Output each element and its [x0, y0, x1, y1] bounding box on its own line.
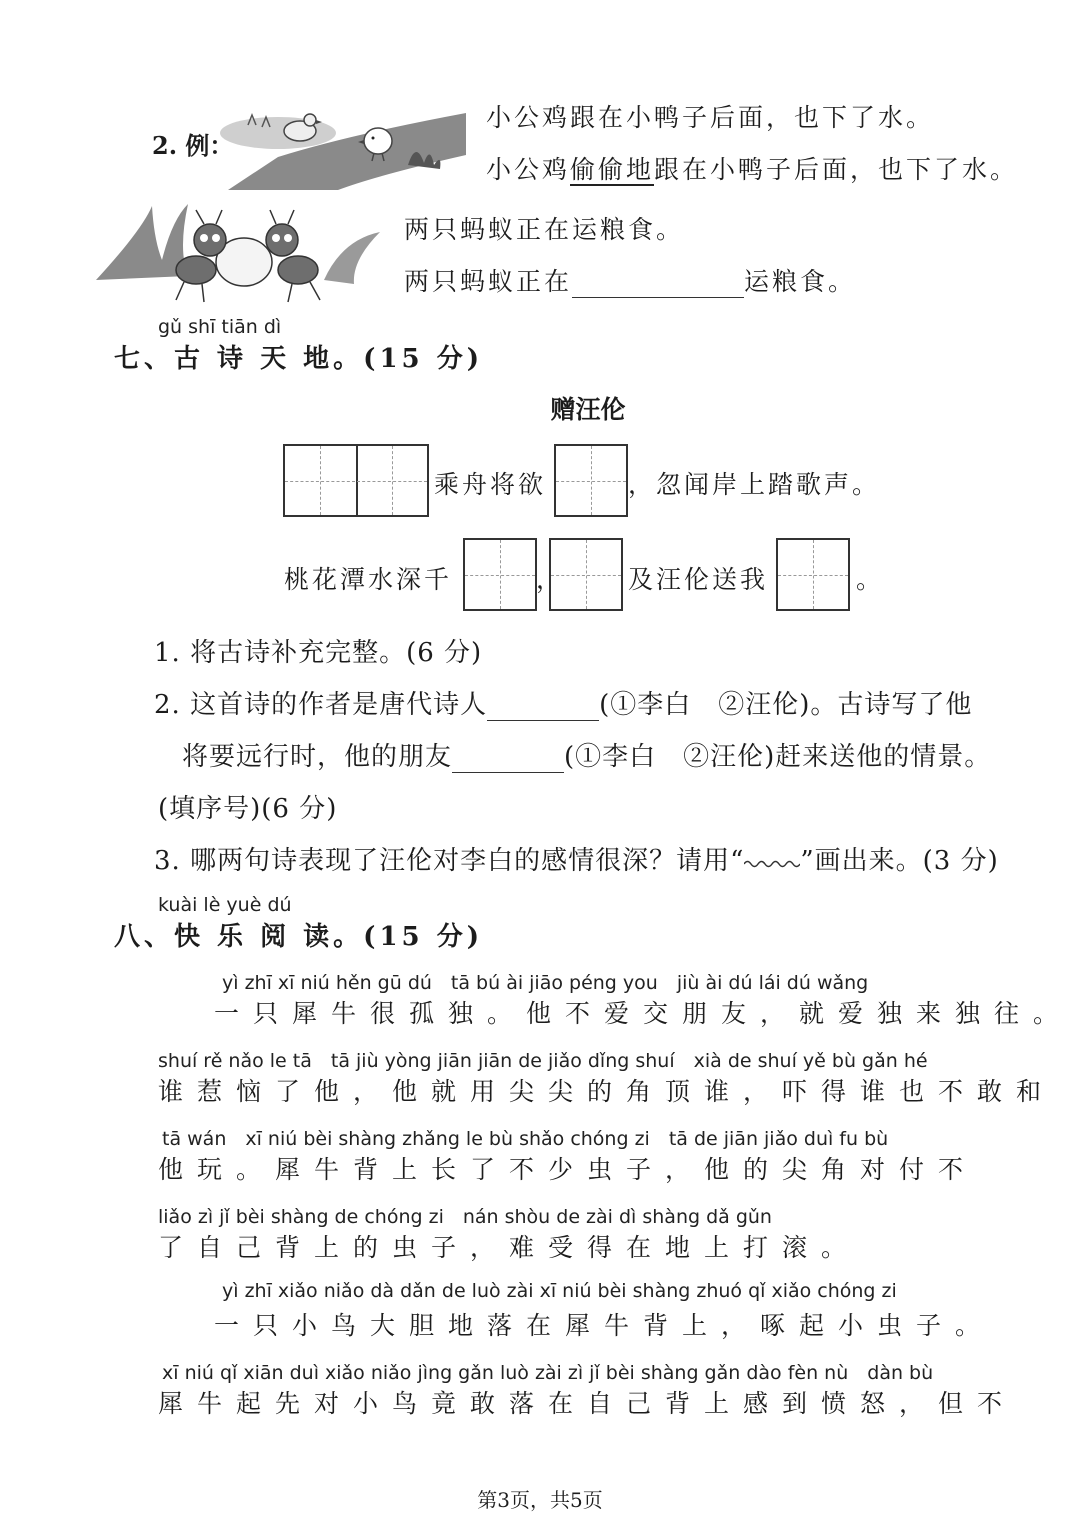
ant-fill-sentence: [404, 262, 856, 298]
example-expanded-after: 跟在小鸭子后面，也下了水。: [654, 155, 1019, 184]
section8-pinyin: kuài lè yuè dú: [158, 894, 292, 916]
section8-heading: 八、快 乐 阅 读。(15 分): [114, 922, 483, 952]
poem-grid-line2-b[interactable]: [549, 538, 623, 611]
q3-text-b: ”画出来。(3 分): [800, 846, 999, 876]
grid-cell[interactable]: [778, 540, 848, 609]
ant-sentence: 两只蚂蚁正在运粮食。: [404, 215, 685, 244]
poem-grid-line1-b[interactable]: [554, 444, 628, 517]
question-3: [154, 840, 999, 877]
question-2-line2: [182, 736, 991, 773]
poem-line2-start: 桃花潭水深千: [284, 565, 453, 594]
poem-line1-end: ，忽闻岸上踏歌声。: [628, 470, 881, 499]
poem-line2-comma: ，: [536, 565, 565, 594]
grid-cell[interactable]: [465, 540, 535, 609]
duck-chick-illustration: [218, 95, 468, 195]
poem-line2-mid: 及汪伦送我: [628, 565, 769, 594]
q3-text-a: 3. 哪两句诗表现了汪伦对李白的感情很深？请用“: [154, 846, 745, 876]
reading-pinyin-1: yì zhī xī niú hěn gū dú tā bú ài jiāo péng you jiù ài dú lái dú wǎng: [222, 972, 869, 994]
poem-grid-line2-a[interactable]: [463, 538, 537, 611]
q2-answer-blank-2[interactable]: [452, 742, 564, 773]
q2-text-c: 将要远行时，他的朋友: [182, 742, 453, 772]
reading-pinyin-6: xī niú qǐ xiān duì xiǎo niǎo jìng gǎn luò zài zì jǐ bèi shàng gǎn dào fèn nù dàn bù: [162, 1362, 934, 1384]
ant-blank-after: 运粮食。: [744, 267, 857, 296]
reading-pinyin-5: yì zhī xiǎo niǎo dà dǎn de luò zài xī niú bèi shàng zhuó qǐ xiǎo chóng zi: [222, 1280, 897, 1302]
reading-line-2: 谁惹恼了他，他就用尖尖的角顶谁，吓得谁也不敢和: [158, 1077, 1056, 1106]
wavy-underline-icon: [744, 859, 800, 869]
grid-cell[interactable]: [285, 446, 355, 515]
ant-answer-blank[interactable]: [572, 267, 744, 298]
poem-line2-end: 。: [856, 565, 885, 594]
poem-grid-line2-c[interactable]: [776, 538, 850, 611]
q2-text-b: (①李白 ②汪伦)。古诗写了他: [599, 690, 973, 720]
grid-cell[interactable]: [357, 446, 427, 515]
reading-line-4: 了自己背上的虫子，难受得在地上打滚。: [158, 1233, 861, 1262]
poem-line1-mid: 乘舟将欲: [434, 470, 547, 499]
ant-blank-before: 两只蚂蚁正在: [404, 267, 573, 296]
ants-illustration: [92, 200, 384, 308]
reading-line-5: 一只小鸟大胆地落在犀牛背上，啄起小虫子。: [214, 1311, 995, 1340]
q2-text-d: (①李白 ②汪伦)赶来送他的情景。: [564, 742, 992, 772]
question-2-line3: (填序号)(6 分): [158, 794, 338, 824]
poem-grid-line1-a[interactable]: [283, 444, 429, 517]
question-1: 1. 将古诗补充完整。(6 分): [154, 638, 483, 668]
reading-line-6: 犀牛起先对小鸟竟敢落在自己背上感到愤怒，但不: [158, 1389, 1017, 1418]
example-label: 2. 例：: [152, 131, 234, 160]
reading-pinyin-2: shuí rě nǎo le tā tā jiù yòng jiān jiān de jiǎo dǐng shuí xià de shuí yě bù gǎn hé: [158, 1050, 928, 1072]
reading-line-3: 他玩。犀牛背上长了不少虫子，他的尖角对付不: [158, 1155, 978, 1184]
example-expanded-sentence: [486, 150, 1018, 186]
example-expanded-before: 小公鸡: [486, 155, 571, 184]
example-underlined-word: 偷偷地: [570, 155, 655, 184]
reading-line-1: 一只犀牛很孤独。他不爱交朋友，就爱独来独往。: [214, 999, 1073, 1028]
section7-heading: 七、古 诗 天 地。(15 分): [114, 344, 483, 374]
reading-pinyin-4: liǎo zì jǐ bèi shàng de chóng zi nán shòu de zài dì shàng dǎ gǔn: [158, 1206, 772, 1228]
page-footer: 第3页，共5页: [477, 1488, 603, 1512]
grid-cell[interactable]: [551, 540, 621, 609]
question-2-line1: [154, 684, 972, 721]
example-sentence: 小公鸡跟在小鸭子后面，也下了水。: [486, 103, 935, 132]
poem-title: 赠汪伦: [550, 395, 626, 424]
reading-pinyin-3: tā wán xī niú bèi shàng zhǎng le bù shǎo chóng zi tā de jiān jiǎo duì fu bù: [162, 1128, 889, 1150]
q2-text-a: 2. 这首诗的作者是唐代诗人: [154, 690, 488, 720]
q2-answer-blank-1[interactable]: [487, 690, 599, 721]
grid-cell[interactable]: [556, 446, 626, 515]
section7-pinyin: gǔ shī tiān dì: [158, 316, 282, 338]
